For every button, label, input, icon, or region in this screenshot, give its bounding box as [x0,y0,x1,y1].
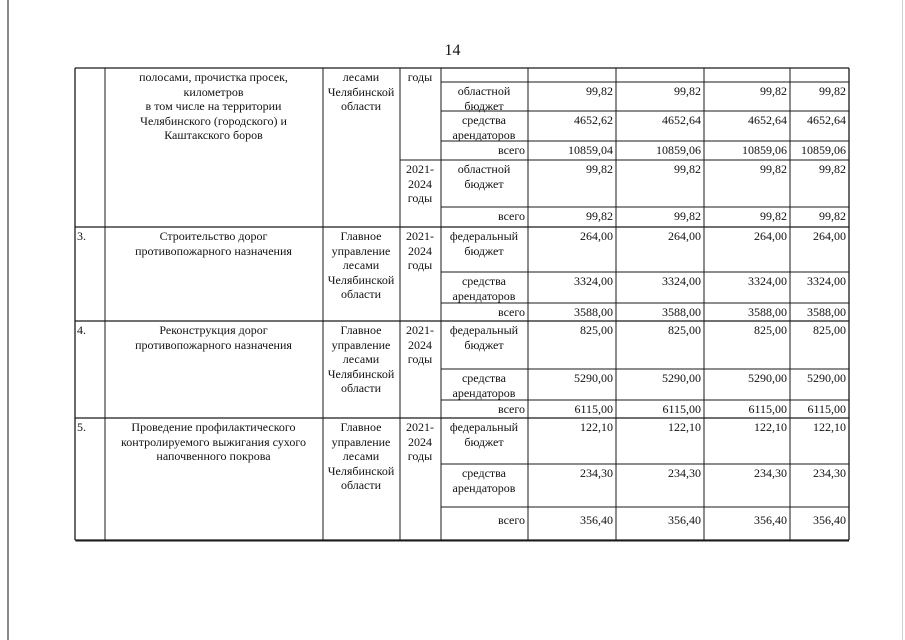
value-arend: 234,30 [813,466,846,480]
value-total: 356,40 [668,513,701,527]
value-arend: 4652,62 [574,113,613,127]
period-line: 2021- [406,420,434,434]
value-total: 3588,00 [748,305,787,319]
source-total: всего [497,305,525,319]
source-federal-line: федеральный [449,229,519,243]
period [400,420,441,464]
value-arend: 4652,64 [807,113,846,127]
measure-cont-line: Каштакского боров [164,128,263,142]
period2-cont-line: 2021- [406,162,434,176]
value-total: 6115,00 [748,402,787,416]
value-arend: 5290,00 [574,371,613,385]
source-total: всего [497,143,525,157]
value-total: 356,40 [580,513,613,527]
executor-name-line: Главное [340,420,382,434]
source-obl-2-line: областной [457,162,511,176]
row-number: 5. [77,420,86,434]
value-obl: 99,82 [819,84,846,98]
period [400,229,441,273]
value-arend: 234,30 [668,466,701,480]
executor-name [323,420,400,493]
executor-name-line: Челябинской [327,366,395,381]
value-obl: 99,82 [586,84,613,98]
measure-name-line: противопожарного назначения [135,243,292,258]
source-obl-2-line: бюджет [464,176,504,191]
value-federal: 264,00 [668,229,701,243]
executor-cont-line: области [340,99,382,113]
value-total: 356,40 [813,513,846,527]
value-obl-2: 99,82 [674,162,701,176]
executor-name-line: Главное [340,323,382,337]
value-federal: 122,10 [580,420,613,434]
value-total-2: 99,82 [586,209,613,223]
measure-cont-line: полосами, прочистка просек, [139,70,288,84]
period-line: 2024 [408,243,432,258]
executor-cont [323,70,400,114]
source-obl [441,84,528,113]
period2-cont-line: 2024 [408,176,432,191]
source-arend-line: средства [461,371,506,385]
value-total-2: 99,82 [760,209,787,223]
measure-name [105,323,323,352]
source-obl-line: бюджет [464,98,504,113]
value-arend: 3324,00 [574,274,613,288]
value-federal: 264,00 [580,229,613,243]
period-line: 2021- [406,229,434,243]
value-arend: 5290,00 [807,371,846,385]
executor-name [323,229,400,302]
measure-cont-line: в том числе на территории [145,99,282,113]
value-federal: 264,00 [813,229,846,243]
source-arend-line: средства [461,274,506,288]
value-total: 6115,00 [662,402,701,416]
period-line: годы [407,258,433,272]
value-arend: 5290,00 [662,371,701,385]
value-obl-2: 99,82 [760,162,787,176]
value-total: 10859,06 [656,143,701,157]
source-federal [441,420,528,449]
value-total-2: 99,82 [819,209,846,223]
value-federal: 825,00 [754,323,787,337]
value-obl: 99,82 [674,84,701,98]
source-arend [441,371,528,400]
measure-name-line: Строительство дорог [159,229,268,243]
value-arend: 3324,00 [807,274,846,288]
value-federal: 825,00 [668,323,701,337]
period [400,323,441,367]
measure-cont-line: Челябинского (городского) и [140,113,287,128]
source-total-2: всего [497,209,525,223]
executor-name-line: Главное [340,229,382,243]
row-number: 4. [77,323,86,337]
executor-cont-line: Челябинской [327,84,395,99]
executor-name-line: лесами [342,258,380,272]
value-federal: 264,00 [754,229,787,243]
source-obl-line: областной [457,84,511,98]
value-total: 10859,06 [801,143,846,157]
value-federal: 825,00 [580,323,613,337]
source-obl-2 [441,162,528,191]
source-arend-line: арендаторов [452,127,516,142]
executor-name [323,323,400,396]
value-arend: 234,30 [754,466,787,480]
source-federal-line: федеральный [449,323,519,337]
measure-name-line: напочвенного покрова [156,449,271,463]
source-federal-line: бюджет [464,337,504,352]
period-line: 2021- [406,323,434,337]
value-federal: 122,10 [754,420,787,434]
period-line: 2024 [408,337,432,352]
value-obl: 99,82 [760,84,787,98]
measure-name-line: Проведение профилактического [131,420,296,434]
source-arend [441,466,528,495]
value-federal: 122,10 [813,420,846,434]
executor-cont-line: лесами [342,70,380,84]
source-arend-line: арендаторов [452,480,516,495]
value-total: 3588,00 [807,305,846,319]
value-obl-2: 99,82 [586,162,613,176]
period-cont: годы [407,70,433,84]
source-arend-line: арендаторов [452,385,516,400]
executor-name-line: управление [331,243,391,258]
value-federal: 122,10 [668,420,701,434]
value-total-2: 99,82 [674,209,701,223]
period2-cont [400,162,441,206]
source-arend-line: средства [461,466,506,480]
measure-name-line: Реконструкция дорог [159,323,268,337]
measure-cont-line: километров [183,84,244,99]
source-federal [441,229,528,258]
page-number: 14 [444,42,461,59]
executor-name-line: лесами [342,352,380,366]
value-arend: 234,30 [580,466,613,480]
value-total: 6115,00 [807,402,846,416]
source-arend-line: средства [461,113,506,127]
value-total: 10859,04 [568,143,613,157]
measure-name-line: контролируемого выжигания сухого [121,434,306,449]
source-federal-line: бюджет [464,243,504,258]
value-total: 356,40 [754,513,787,527]
period2-cont-line: годы [407,191,433,205]
value-arend: 3324,00 [748,274,787,288]
period-line: годы [407,352,433,366]
source-arend [441,113,528,142]
measure-cont [105,70,323,143]
value-arend: 5290,00 [748,371,787,385]
executor-name-line: области [340,287,382,301]
executor-name-line: Челябинской [327,463,395,478]
measure-name [105,229,323,258]
executor-name-line: лесами [342,449,380,463]
value-total: 10859,06 [742,143,787,157]
value-total: 3588,00 [574,305,613,319]
source-arend-line: арендаторов [452,288,516,303]
source-total: всего [497,513,525,527]
executor-name-line: области [340,478,382,492]
value-arend: 4652,64 [748,113,787,127]
value-obl-2: 99,82 [819,162,846,176]
source-arend [441,274,528,303]
source-federal-line: федеральный [449,420,519,434]
executor-name-line: управление [331,337,391,352]
executor-name-line: Челябинской [327,272,395,287]
row-number: 3. [77,229,86,243]
value-total: 6115,00 [574,402,613,416]
executor-name-line: области [340,381,382,395]
period-line: годы [407,449,433,463]
value-arend: 3324,00 [662,274,701,288]
period-line: 2024 [408,434,432,449]
source-federal-line: бюджет [464,434,504,449]
source-total: всего [497,402,525,416]
source-federal [441,323,528,352]
measure-name [105,420,323,464]
measure-name-line: противопожарного назначения [135,337,292,352]
value-federal: 825,00 [813,323,846,337]
value-arend: 4652,64 [662,113,701,127]
value-total: 3588,00 [662,305,701,319]
executor-name-line: управление [331,434,391,449]
